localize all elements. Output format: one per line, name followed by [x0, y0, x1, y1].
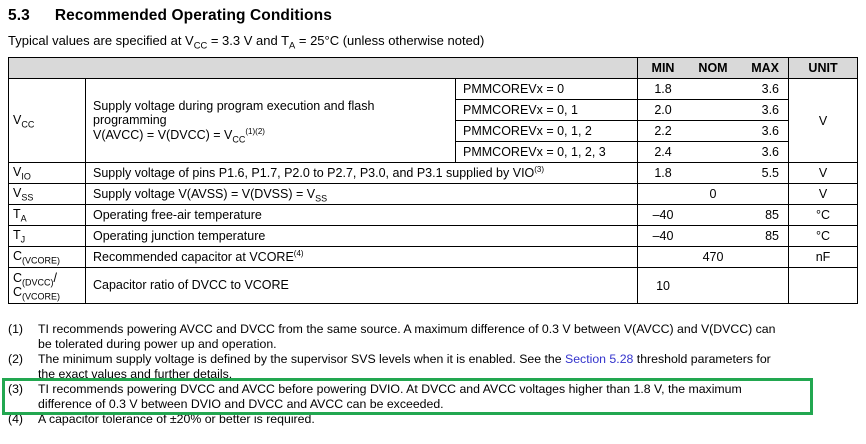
row-values-cell: [638, 205, 789, 226]
vcc-values-cell: [638, 121, 789, 142]
row-values-cell: [638, 163, 789, 184]
row-symbol: $V_{IO}$: [9, 163, 86, 184]
max-value: 3.6: [761, 103, 780, 117]
footnote-number: (2): [8, 352, 24, 366]
vcc-symbol: $V_{CC}$: [9, 79, 86, 163]
row-values-cell: [638, 268, 789, 304]
pmmcorev-condition: PMMCOREVx = 0, 1, 2: [456, 121, 638, 142]
min-value: 1.8: [654, 82, 672, 96]
footnote-number: (4): [8, 412, 24, 426]
table-row-vss: [9, 184, 858, 205]
unit-value: V: [789, 163, 858, 184]
row-symbol: $T_A$: [9, 205, 86, 226]
footnote-number: (3): [8, 382, 24, 396]
min-value: 1.8: [654, 166, 672, 180]
row-parameter: Operating junction temperature: [86, 226, 638, 247]
row-symbol: $C_{(DVCC)}/$ $C_{(VCORE)}$: [9, 268, 86, 304]
table-row-ta: [9, 205, 858, 226]
table-header-row: [9, 58, 858, 79]
min-value: –40: [652, 229, 674, 243]
max-value: 5.5: [761, 166, 780, 180]
nom-column-header: NOM: [698, 61, 728, 75]
nom-value: 0: [709, 187, 717, 201]
footnote-text: TI recommends powering DVCC and AVCC before powering DVIO. At DVCC and AVCC voltages higher than 1.8 V, the maximum difference of 0.3 V between DVIO and DVCC and AVCC can be exceeded.: [38, 382, 742, 411]
unit-value: °C: [789, 226, 858, 247]
vcc-values-cell: [638, 100, 789, 121]
unit-value: °C: [789, 205, 858, 226]
footnote-text: A capacitor tolerance of ±20% or better is required.: [38, 412, 315, 426]
section-number: 5.3: [8, 7, 30, 24]
row-symbol: $T_J$: [9, 226, 86, 247]
max-value: 85: [765, 229, 780, 243]
row-values-cell: [638, 226, 789, 247]
pmmcorev-condition: PMMCOREVx = 0, 1: [456, 100, 638, 121]
row-parameter: Supply voltage V(AVSS) = V(DVSS) = $V_{SS}$: [86, 184, 638, 205]
min-value: –40: [652, 208, 674, 222]
vcc-values-cell: [638, 79, 789, 100]
table-row-cap-ratio: [9, 268, 858, 304]
header-empty-cell: [9, 58, 638, 79]
vcc-parameter: Supply voltage during program execution and flash programming V(AVCC) = V(DVCC) = $V_{CC}^{(1)(2)}$: [86, 79, 456, 163]
row-parameter: Supply voltage of pins P1.6, P1.7, P2.0 to P2.7, P3.0, and P3.1 supplied by VIO$^{(3)}$: [86, 163, 638, 184]
footnote-text: TI recommends powering AVCC and DVCC from the same source. A maximum difference of 0.3 V between V(AVCC) and V(DVCC) can be tolerated during power up and operation.: [38, 322, 776, 351]
row-parameter: Operating free-air temperature: [86, 205, 638, 226]
section-heading: [8, 7, 332, 25]
section-5-28-link[interactable]: Section 5.28: [565, 352, 634, 366]
max-value: 85: [765, 208, 780, 222]
vcc-values-cell: [638, 142, 789, 163]
footnote-text: The minimum supply voltage is defined by the supervisor SVS levels when it is enabled. See the Section 5.28 threshold parameters for the exact values and further details.: [38, 352, 771, 381]
max-value: 3.6: [761, 82, 780, 96]
unit-value: V: [789, 184, 858, 205]
pmmcorev-condition: PMMCOREVx = 0: [456, 79, 638, 100]
operating-conditions-table: [8, 57, 858, 304]
nom-value: 470: [702, 250, 724, 264]
max-column-header: MAX: [751, 61, 780, 75]
min-value: 2.0: [654, 103, 672, 117]
highlight-box: [2, 378, 813, 415]
row-symbol: $V_{SS}$: [9, 184, 86, 205]
footnote-number: (1): [8, 322, 24, 336]
table-row-vio: [9, 163, 858, 184]
table-row-vcc: [9, 79, 858, 100]
row-values-cell: [638, 184, 789, 205]
table-row-tj: [9, 226, 858, 247]
max-value: 3.6: [761, 124, 780, 138]
row-values-cell: [638, 247, 789, 268]
unit-value: nF: [789, 247, 858, 268]
unit-column-header: UNIT: [789, 58, 858, 79]
row-parameter: Capacitor ratio of DVCC to VCORE: [86, 268, 638, 304]
row-symbol: $C_{(VCORE)}$: [9, 247, 86, 268]
min-value: 2.2: [654, 124, 672, 138]
min-value: 2.4: [654, 145, 672, 159]
vcc-unit: V: [789, 79, 858, 163]
min-value: 10: [656, 278, 670, 293]
typical-conditions-note: Typical values are specified at $V_{CC} = 3.3$ V and $T_A = 25^\circ C$ (unless otherwise noted): [8, 33, 485, 51]
header-min-nom-max-cell: [638, 58, 789, 79]
row-parameter: Recommended capacitor at VCORE$^{(4)}$: [86, 247, 638, 268]
min-column-header: MIN: [651, 61, 675, 75]
page-title: Recommended Operating Conditions: [54, 7, 332, 24]
footnote-1: [8, 322, 854, 352]
unit-value: [789, 268, 858, 304]
max-value: 3.6: [761, 145, 780, 159]
table-row-cvcore: [9, 247, 858, 268]
pmmcorev-condition: PMMCOREVx = 0, 1, 2, 3: [456, 142, 638, 163]
